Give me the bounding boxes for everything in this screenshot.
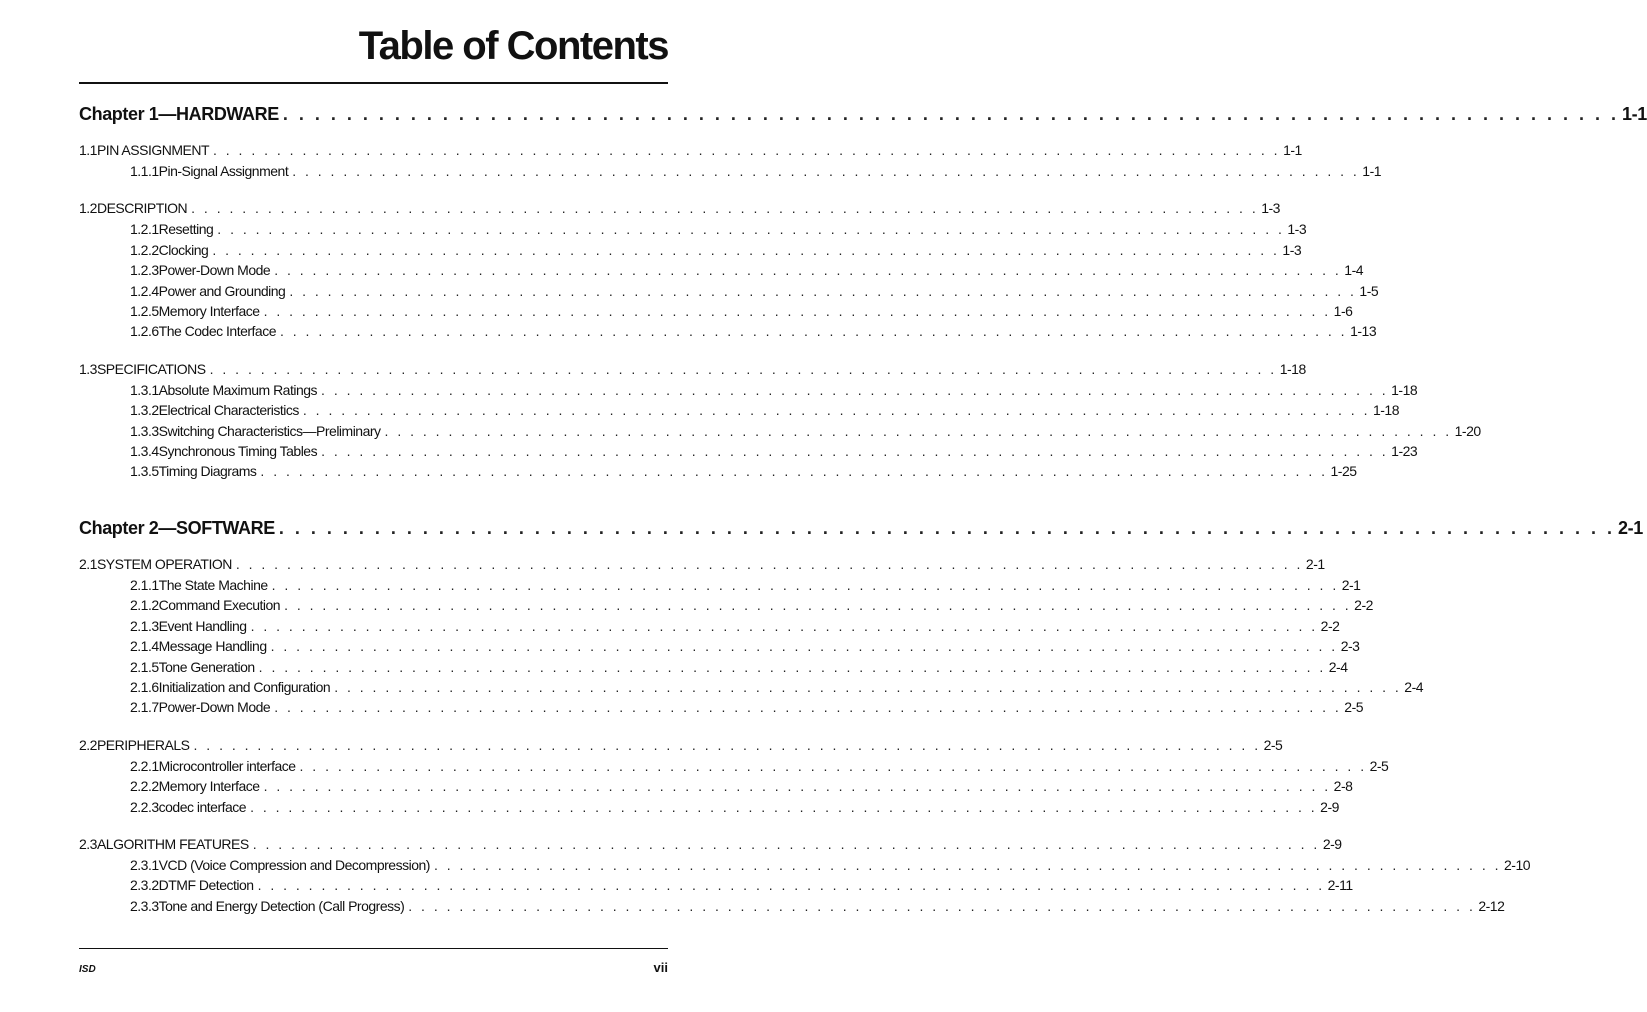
leader-dots: . . . . . . . . . . . . . . . . . . . . . . . . . . . . . . . . . . . . . . . . . . . . . . . . . . . . . . . . . . . . . . . . . . . . . . . . . . . . . . . . . . . . — [270, 638, 1338, 655]
leader-dots: . . . . . . . . . . . . . . . . . . . . . . . . . . . . . . . . . . . . . . . . . . . . . . . . . . . . . . . . . . . . . . . . . . . . . . . . . . . . . . . . . . . . — [278, 518, 1615, 538]
subsection-title: Clocking — [158, 241, 209, 258]
chapter-heading[interactable] — [79, 104, 1647, 125]
section-number: 1.2 — [79, 200, 97, 217]
subsection-title: Event Handling — [158, 617, 247, 634]
section-page: 2-9 — [1322, 836, 1342, 852]
leader-dots: . . . . . . . . . . . . . . . . . . . . . . . . . . . . . . . . . . . . . . . . . . . . . . . . . . . . . . . . . . . . . . . . . . . . . . . . . . . . . . . . . . . . — [263, 778, 1331, 795]
section-number: 2.1 — [79, 556, 97, 572]
subsection-number: 1.3.4 — [130, 443, 159, 459]
section-number: 2.2 — [79, 736, 97, 753]
leader-dots: . . . . . . . . . . . . . . . . . . . . . . . . . . . . . . . . . . . . . . . . . . . . . . . . . . . . . . . . . . . . . . . . . . . . . . . . . . . . . . . . . . . . — [321, 381, 1389, 398]
section-page: 2-1 — [1305, 556, 1325, 572]
subsection-entry[interactable] — [79, 381, 1418, 398]
subsection-entry[interactable] — [79, 422, 1481, 439]
subsection-number: 1.2.6 — [130, 323, 159, 340]
section-page: 1-1 — [1283, 142, 1302, 158]
subsection-title: Microcontroller interface — [158, 757, 296, 774]
subsection-number: 2.1.6 — [130, 679, 159, 695]
subsection-number: 1.2.5 — [130, 303, 159, 319]
subsection-number: 2.1.5 — [130, 658, 159, 675]
subsection-page: 1-18 — [1372, 402, 1400, 419]
subsection-title: VCD (Voice Compression and Decompression) — [158, 857, 430, 873]
chapter-page: 1-1 — [1622, 104, 1647, 124]
subsection-entry[interactable] — [79, 617, 1340, 634]
chapter-heading[interactable] — [79, 518, 1643, 539]
subsection-number: 2.2.2 — [130, 778, 159, 795]
subsection-page: 1-13 — [1350, 323, 1377, 340]
leader-dots: . . . . . . . . . . . . . . . . . . . . . . . . . . . . . . . . . . . . . . . . . . . . . . . . . . . . . . . . . . . . . . . . . . . . . . . . . . . . . . . . . . . . — [271, 577, 1339, 593]
leader-dots: . . . . . . . . . . . . . . . . . . . . . . . . . . . . . . . . . . . . . . . . . . . . . . . . . . . . . . . . . . . . . . . . . . . . . . . . . . . . . . . . . . . . — [212, 241, 1280, 258]
subsection-entry[interactable] — [79, 857, 1531, 873]
leader-dots: . . . . . . . . . . . . . . . . . . . . . . . . . . . . . . . . . . . . . . . . . . . . . . . . . . . . . . . . . . . . . . . . . . . . . . . . . . . . . . . . . . . . — [299, 757, 1367, 774]
leader-dots: . . . . . . . . . . . . . . . . . . . . . . . . . . . . . . . . . . . . . . . . . . . . . . . . . . . . . . . . . . . . . . . . . . . . . . . . . . . . . . . . . . . . — [260, 463, 1328, 480]
subsection-page: 2-8 — [1333, 778, 1353, 795]
subsection-page: 1-25 — [1330, 463, 1357, 480]
subsection-entry[interactable] — [79, 757, 1389, 774]
section-page: 1-3 — [1261, 200, 1280, 217]
section-number: 1.1 — [79, 142, 97, 158]
leader-dots: . . . . . . . . . . . . . . . . . . . . . . . . . . . . . . . . . . . . . . . . . . . . . . . . . . . . . . . . . . . . . . . . . . . . . . . . . . . . . . . . . . . . — [252, 836, 1320, 852]
subsection-title: Power-Down Mode — [158, 699, 271, 716]
section-entry[interactable] — [79, 200, 1280, 217]
subsection-number: 1.1.1 — [130, 163, 159, 179]
subsection-number: 2.1.4 — [130, 638, 159, 655]
subsection-entry[interactable] — [79, 798, 1339, 815]
leader-dots: . . . . . . . . . . . . . . . . . . . . . . . . . . . . . . . . . . . . . . . . . . . . . . . . . . . . . . . . . . . . . . . . . . . . . . . . . . . . . . . . . . . . — [321, 443, 1389, 459]
subsection-entry[interactable] — [79, 241, 1302, 258]
subsection-page: 2-5 — [1369, 757, 1389, 774]
subsection-page: 1-23 — [1391, 443, 1418, 459]
footer-page-number: vii — [653, 960, 668, 975]
subsection-entry[interactable] — [79, 163, 1382, 179]
subsection-title: Command Execution — [158, 597, 281, 614]
subsection-page: 1-5 — [1359, 282, 1379, 299]
section-title: DESCRIPTION — [96, 200, 188, 217]
leader-dots: . . . . . . . . . . . . . . . . . . . . . . . . . . . . . . . . . . . . . . . . . . . . . . . . . . . . . . . . . . . . . . . . . . . . . . . . . . . . . . . . . . . . — [274, 699, 1342, 716]
section-entry[interactable] — [79, 556, 1325, 572]
subsection-entry[interactable] — [79, 221, 1307, 238]
section-entry[interactable] — [79, 142, 1302, 158]
subsection-number: 1.2.4 — [130, 282, 159, 299]
leader-dots: . . . . . . . . . . . . . . . . . . . . . . . . . . . . . . . . . . . . . . . . . . . . . . . . . . . . . . . . . . . . . . . . . . . . . . . . . . . . . . . . . . . . — [257, 877, 1325, 894]
subsection-title: Power-Down Mode — [158, 262, 271, 279]
page-title: Table of Contents — [358, 24, 668, 68]
subsection-page: 2-10 — [1504, 857, 1531, 873]
subsection-entry[interactable] — [79, 262, 1364, 279]
subsection-entry[interactable] — [79, 443, 1418, 459]
subsection-page: 2-4 — [1404, 679, 1424, 695]
leader-dots: . . . . . . . . . . . . . . . . . . . . . . . . . . . . . . . . . . . . . . . . . . . . . . . . . . . . . . . . . . . . . . . . . . . . . . . . . . . . . . . . . . . . — [263, 303, 1331, 319]
footer-rule — [79, 948, 668, 949]
subsection-page: 1-4 — [1344, 262, 1364, 279]
chapter-title: Chapter 1—HARDWARE — [79, 104, 279, 124]
leader-dots: . . . . . . . . . . . . . . . . . . . . . . . . . . . . . . . . . . . . . . . . . . . . . . . . . . . . . . . . . . . . . . . . . . . . . . . . . . . . . . . . . . . . — [250, 798, 1318, 815]
subsection-page: 2-1 — [1341, 577, 1361, 593]
subsection-number: 2.1.3 — [130, 617, 159, 634]
subsection-page: 2-2 — [1320, 617, 1340, 634]
subsection-number: 2.2.1 — [130, 757, 159, 774]
section-number: 2.3 — [79, 836, 97, 852]
subsection-number: 1.3.1 — [130, 381, 159, 398]
leader-dots: . . . . . . . . . . . . . . . . . . . . . . . . . . . . . . . . . . . . . . . . . . . . . . . . . . . . . . . . . . . . . . . . . . . . . . . . . . . . . . . . . . . . — [384, 422, 1452, 439]
subsection-number: 2.3.2 — [130, 877, 159, 894]
subsection-title: Power and Grounding — [158, 282, 286, 299]
leader-dots: . . . . . . . . . . . . . . . . . . . . . . . . . . . . . . . . . . . . . . . . . . . . . . . . . . . . . . . . . . . . . . . . . . . . . . . . . . . . . . . . . . . . — [292, 163, 1360, 179]
subsection-page: 2-5 — [1344, 699, 1364, 716]
subsection-page: 1-3 — [1287, 221, 1307, 238]
subsection-title: The Codec Interface — [158, 323, 276, 340]
subsection-title: Switching Characteristics—Preliminary — [158, 422, 381, 439]
subsection-page: 2-9 — [1320, 798, 1339, 815]
subsection-page: 2-2 — [1354, 597, 1373, 614]
subsection-title: Synchronous Timing Tables — [158, 443, 318, 459]
subsection-entry[interactable] — [79, 658, 1348, 675]
leader-dots: . . . . . . . . . . . . . . . . . . . . . . . . . . . . . . . . . . . . . . . . . . . . . . . . . . . . . . . . . . . . . . . . . . . . . . . . . . . . . . . . . . . . — [282, 104, 1619, 124]
section-title: PERIPHERALS — [96, 736, 190, 753]
subsection-page: 2-11 — [1327, 877, 1353, 894]
subsection-page: 1-18 — [1391, 381, 1418, 398]
leader-dots: . . . . . . . . . . . . . . . . . . . . . . . . . . . . . . . . . . . . . . . . . . . . . . . . . . . . . . . . . . . . . . . . . . . . . . . . . . . . . . . . . . . . — [284, 597, 1352, 614]
subsection-page: 1-3 — [1282, 241, 1302, 258]
subsection-title: Memory Interface — [158, 303, 260, 319]
subsection-page: 2-3 — [1340, 638, 1360, 655]
subsection-page: 2-12 — [1478, 897, 1505, 914]
section-page: 1-18 — [1279, 360, 1306, 377]
subsection-entry[interactable] — [79, 323, 1377, 340]
subsection-number: 1.3.2 — [130, 402, 159, 419]
subsection-number: 2.3.1 — [130, 857, 159, 873]
subsection-number: 2.1.1 — [130, 577, 159, 593]
section-title: ALGORITHM FEATURES — [96, 836, 249, 852]
subsection-title: codec interface — [158, 798, 247, 815]
subsection-entry[interactable] — [79, 282, 1379, 299]
subsection-number: 1.3.3 — [130, 422, 159, 439]
section-number: 1.3 — [79, 360, 97, 377]
subsection-entry[interactable] — [79, 778, 1353, 795]
subsection-number: 2.1.2 — [130, 597, 159, 614]
section-entry[interactable] — [79, 836, 1342, 852]
footer-publisher: ISD — [79, 964, 96, 975]
subsection-title: Absolute Maximum Ratings — [158, 381, 318, 398]
subsection-page: 1-1 — [1362, 163, 1382, 179]
subsection-number: 1.2.2 — [130, 241, 159, 258]
subsection-entry[interactable] — [79, 402, 1400, 419]
title-rule — [79, 82, 668, 84]
subsection-entry[interactable] — [79, 679, 1424, 695]
chapter-page: 2-1 — [1618, 518, 1643, 538]
subsection-entry[interactable] — [79, 597, 1373, 614]
subsection-number: 1.2.1 — [130, 221, 159, 238]
subsection-title: Memory Interface — [158, 778, 260, 795]
leader-dots: . . . . . . . . . . . . . . . . . . . . . . . . . . . . . . . . . . . . . . . . . . . . . . . . . . . . . . . . . . . . . . . . . . . . . . . . . . . . . . . . . . . . — [213, 142, 1281, 158]
leader-dots: . . . . . . . . . . . . . . . . . . . . . . . . . . . . . . . . . . . . . . . . . . . . . . . . . . . . . . . . . . . . . . . . . . . . . . . . . . . . . . . . . . . . — [217, 221, 1285, 238]
leader-dots: . . . . . . . . . . . . . . . . . . . . . . . . . . . . . . . . . . . . . . . . . . . . . . . . . . . . . . . . . . . . . . . . . . . . . . . . . . . . . . . . . . . . — [209, 360, 1277, 377]
leader-dots: . . . . . . . . . . . . . . . . . . . . . . . . . . . . . . . . . . . . . . . . . . . . . . . . . . . . . . . . . . . . . . . . . . . . . . . . . . . . . . . . . . . . — [235, 556, 1303, 572]
subsection-page: 2-4 — [1328, 658, 1348, 675]
subsection-entry[interactable] — [79, 638, 1360, 655]
subsection-entry[interactable] — [79, 463, 1357, 480]
subsection-number: 2.3.3 — [130, 897, 159, 914]
subsection-page: 1-20 — [1454, 422, 1481, 439]
subsection-entry[interactable] — [79, 897, 1505, 914]
subsection-number: 1.2.3 — [130, 262, 159, 279]
subsection-entry[interactable] — [79, 877, 1353, 894]
subsection-title: Timing Diagrams — [158, 463, 257, 480]
subsection-title: The State Machine — [158, 577, 268, 593]
subsection-number: 2.1.7 — [130, 699, 159, 716]
subsection-entry[interactable] — [79, 699, 1364, 716]
subsection-entry[interactable] — [79, 577, 1361, 593]
chapter-title: Chapter 2—SOFTWARE — [79, 518, 275, 538]
leader-dots: . . . . . . . . . . . . . . . . . . . . . . . . . . . . . . . . . . . . . . . . . . . . . . . . . . . . . . . . . . . . . . . . . . . . . . . . . . . . . . . . . . . . — [274, 262, 1342, 279]
subsection-title: Resetting — [158, 221, 214, 238]
leader-dots: . . . . . . . . . . . . . . . . . . . . . . . . . . . . . . . . . . . . . . . . . . . . . . . . . . . . . . . . . . . . . . . . . . . . . . . . . . . . . . . . . . . . — [250, 617, 1318, 634]
subsection-number: 2.2.3 — [130, 798, 159, 815]
section-title: SYSTEM OPERATION — [96, 556, 232, 572]
subsection-title: Tone and Energy Detection (Call Progress) — [158, 897, 405, 914]
section-title: PIN ASSIGNMENT — [96, 142, 209, 158]
leader-dots: . . . . . . . . . . . . . . . . . . . . . . . . . . . . . . . . . . . . . . . . . . . . . . . . . . . . . . . . . . . . . . . . . . . . . . . . . . . . . . . . . . . . — [302, 402, 1370, 419]
subsection-number: 1.3.5 — [130, 463, 159, 480]
leader-dots: . . . . . . . . . . . . . . . . . . . . . . . . . . . . . . . . . . . . . . . . . . . . . . . . . . . . . . . . . . . . . . . . . . . . . . . . . . . . . . . . . . . . — [408, 897, 1476, 914]
subsection-title: Pin-Signal Assignment — [158, 163, 289, 179]
subsection-title: DTMF Detection — [158, 877, 254, 894]
leader-dots: . . . . . . . . . . . . . . . . . . . . . . . . . . . . . . . . . . . . . . . . . . . . . . . . . . . . . . . . . . . . . . . . . . . . . . . . . . . . . . . . . . . . — [289, 282, 1357, 299]
section-entry[interactable] — [79, 736, 1283, 753]
subsection-title: Message Handling — [158, 638, 267, 655]
subsection-entry[interactable] — [79, 303, 1353, 319]
subsection-page: 1-6 — [1333, 303, 1353, 319]
subsection-title: Tone Generation — [158, 658, 255, 675]
leader-dots: . . . . . . . . . . . . . . . . . . . . . . . . . . . . . . . . . . . . . . . . . . . . . . . . . . . . . . . . . . . . . . . . . . . . . . . . . . . . . . . . . . . . — [334, 679, 1402, 695]
subsection-title: Electrical Characteristics — [158, 402, 299, 419]
section-title: SPECIFICATIONS — [96, 360, 206, 377]
subsection-title: Initialization and Configuration — [158, 679, 331, 695]
section-entry[interactable] — [79, 360, 1306, 377]
leader-dots: . . . . . . . . . . . . . . . . . . . . . . . . . . . . . . . . . . . . . . . . . . . . . . . . . . . . . . . . . . . . . . . . . . . . . . . . . . . . . . . . . . . . — [193, 736, 1261, 753]
leader-dots: . . . . . . . . . . . . . . . . . . . . . . . . . . . . . . . . . . . . . . . . . . . . . . . . . . . . . . . . . . . . . . . . . . . . . . . . . . . . . . . . . . . . — [280, 323, 1348, 340]
leader-dots: . . . . . . . . . . . . . . . . . . . . . . . . . . . . . . . . . . . . . . . . . . . . . . . . . . . . . . . . . . . . . . . . . . . . . . . . . . . . . . . . . . . . — [258, 658, 1326, 675]
section-page: 2-5 — [1263, 736, 1283, 753]
leader-dots: . . . . . . . . . . . . . . . . . . . . . . . . . . . . . . . . . . . . . . . . . . . . . . . . . . . . . . . . . . . . . . . . . . . . . . . . . . . . . . . . . . . . — [191, 200, 1259, 217]
leader-dots: . . . . . . . . . . . . . . . . . . . . . . . . . . . . . . . . . . . . . . . . . . . . . . . . . . . . . . . . . . . . . . . . . . . . . . . . . . . . . . . . . . . . — [433, 857, 1502, 873]
